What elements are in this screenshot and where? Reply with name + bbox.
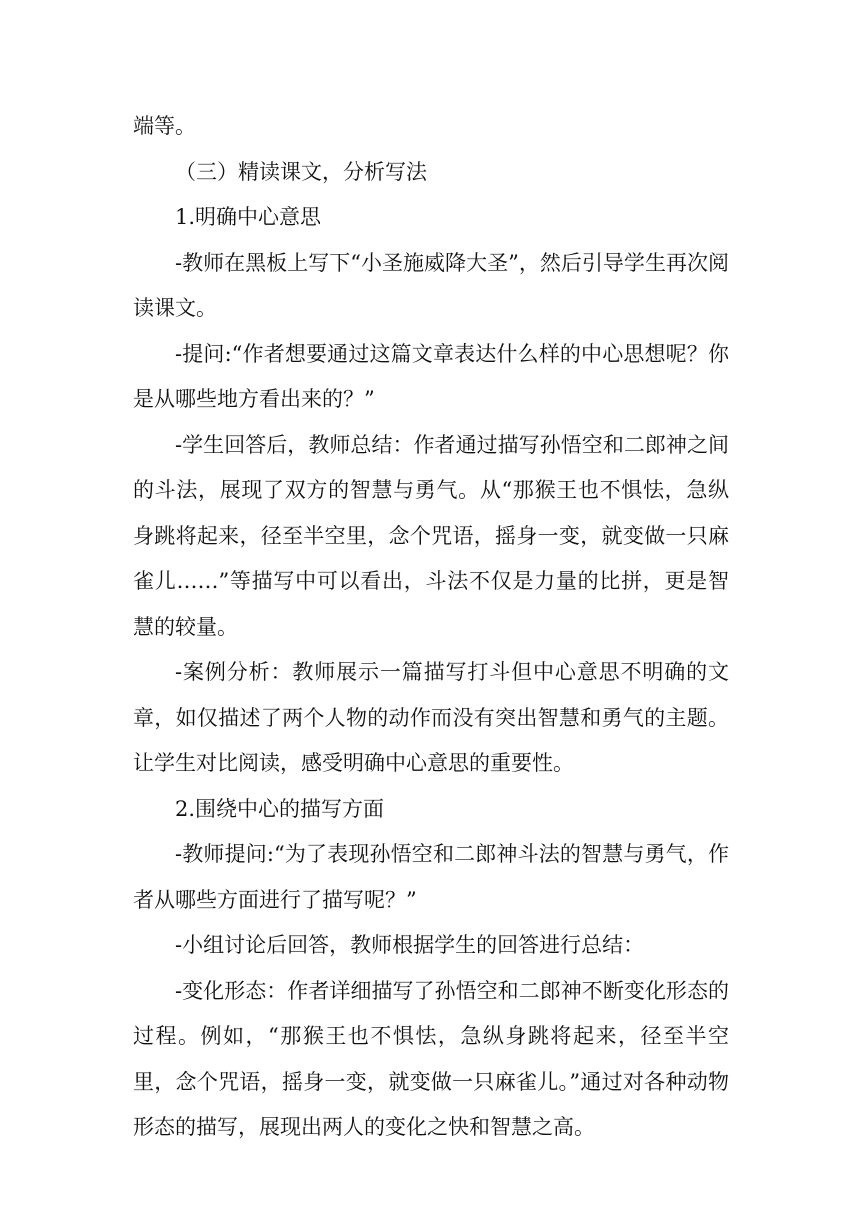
paragraph: -案例分析：教师展示一篇描写打斗但中心意思不明确的文章，如仅描述了两个人物的动作而没有突出智慧和勇气的主题。让学生对比阅读，感受明确中心意思的重要性。 [133, 660, 729, 775]
subsection-heading: 1.明确中心意思 [175, 205, 322, 229]
paragraph: -学生回答后，教师总结：作者通过描写孙悟空和二郎神之间的斗法，展现了双方的智慧与勇气。从“那猴王也不惧怯，急纵身跳将起来，径至半空里，念个咒语，摇身一变，就变做一只麻雀儿……”等描写中可以看出，斗法不仅是力量的比拼，更是智慧的较量。 [133, 432, 729, 639]
paragraph: -教师在黑板上写下“小圣施威降大圣”，然后引导学生再次阅读课文。 [133, 250, 729, 320]
subsection-heading: 2.围绕中心的描写方面 [175, 796, 385, 821]
paragraph-continuation: 端等。 [133, 114, 196, 138]
document-body [133, 104, 729, 1151]
paragraph: -教师提问:“为了表现孙悟空和二郎神斗法的智慧与勇气，作者从哪些方面进行了描写呢？” [133, 842, 729, 912]
section-heading: （三）精读课文，分析写法 [175, 159, 427, 184]
paragraph: -变化形态：作者详细描写了孙悟空和二郎神不断变化形态的过程。例如，“那猴王也不惧怯，急纵身跳将起来，径至半空里，念个咒语，摇身一变，就变做一只麻雀儿。”通过对各种动物形态的描写，展现出两人的变化之快和智慧之高。 [133, 978, 729, 1139]
paragraph: -小组讨论后回答，教师根据学生的回答进行总结： [175, 933, 645, 957]
paragraph: -提问:“作者想要通过这篇文章表达什么样的中心思想呢？你是从哪些地方看出来的？” [133, 341, 729, 411]
